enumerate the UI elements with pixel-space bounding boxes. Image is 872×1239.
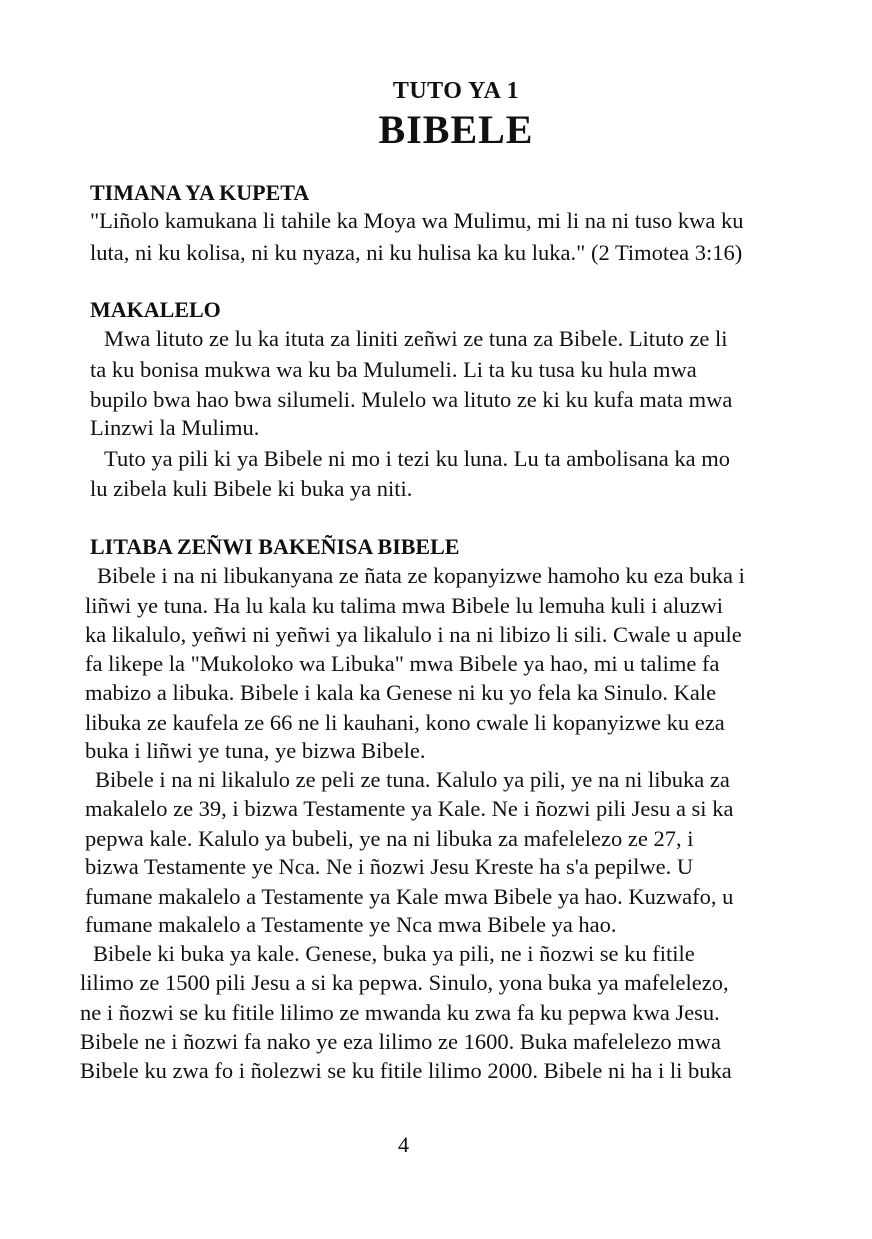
memory-verse-line: "Liñolo kamukana li tahile ka Moya wa Mulimu, mi li na ni tuso kwa ku <box>90 208 744 233</box>
paragraph-line: libuka ze kaufela ze 66 ne li kauhani, kono cwale li kopanyizwe ku eza <box>85 710 725 735</box>
paragraph-line: Bibele i na ni likalulo ze peli ze tuna. Kalulo ya pili, ye na ni libuka za <box>95 767 730 792</box>
paragraph-line: bizwa Testamente ye Nca. Ne i ñozwi Jesu Kreste ha s'a pepilwe. U <box>85 854 694 879</box>
paragraph-line: buka i liñwi ye tuna, ye bizwa Bibele. <box>85 738 426 763</box>
memory-verse-heading: TIMANA YA KUPETA <box>90 180 310 205</box>
facts-heading: LITABA ZEÑWI BAKEÑISA BIBELE <box>90 534 460 559</box>
paragraph-line: liñwi ye tuna. Ha lu kala ku talima mwa Bibele lu lemuha kuli i aluzwi <box>85 593 723 618</box>
lesson-number: TUTO YA 1 <box>392 78 520 104</box>
lesson-title: BIBELE <box>378 107 534 152</box>
paragraph-line: lilimo ze 1500 pili Jesu a si ka pepwa. Sinulo, yona buka ya mafelelezo, <box>80 970 729 995</box>
paragraph-line: Bibele ne i ñozwi fa nako ye eza lilimo ze 1600. Buka mafelelezo mwa <box>80 1029 722 1054</box>
paragraph-line: Tuto ya pili ki ya Bibele ni mo i tezi ku luna. Lu ta ambolisana ka mo <box>104 446 730 471</box>
paragraph-line: bupilo bwa hao bwa silumeli. Mulelo wa lituto ze ki ku kufa mata mwa <box>90 387 733 412</box>
paragraph-line: mabizo a libuka. Bibele i kala ka Genese ni ku yo fela ka Sinulo. Kale <box>85 680 717 705</box>
paragraph-line: Bibele ku zwa fo i ñolezwi se ku fitile lilimo 2000. Bibele ni ha i li buka <box>80 1058 732 1083</box>
paragraph-line: makalelo ze 39, i bizwa Testamente ya Kale. Ne i ñozwi pili Jesu a si ka <box>85 796 734 821</box>
paragraph-line: Mwa lituto ze lu ka ituta za liniti zeñwi ze tuna za Bibele. Lituto ze li <box>104 326 728 351</box>
paragraph-line: lu zibela kuli Bibele ki buka ya niti. <box>90 476 413 501</box>
paragraph-line: Bibele i na ni libukanyana ze ñata ze kopanyizwe hamoho ku eza buka i <box>97 563 745 588</box>
paragraph-line: fa likepe la "Mukoloko wa Libuka" mwa Bibele ya hao, mi u talime fa <box>85 651 720 676</box>
page-number: 4 <box>398 1132 409 1157</box>
paragraph-line: ne i ñozwi se ku fitile lilimo ze mwanda ku zwa fa ku pepwa kwa Jesu. <box>80 1000 720 1025</box>
paragraph-line: fumane makalelo a Testamente ye Nca mwa Bibele ya hao. <box>85 912 617 937</box>
paragraph-line: fumane makalelo a Testamente ya Kale mwa Bibele ya hao. Kuzwafo, u <box>85 884 734 909</box>
introduction-heading: MAKALELO <box>90 297 221 322</box>
paragraph-line: Bibele ki buka ya kale. Genese, buka ya pili, ne i ñozwi se ku fitile <box>93 941 695 966</box>
memory-verse-line: luta, ni ku kolisa, ni ku nyaza, ni ku hulisa ka ku luka." (2 Timotea 3:16) <box>90 240 743 265</box>
paragraph-line: pepwa kale. Kalulo ya bubeli, ye na ni libuka za mafelelezo ze 27, i <box>85 826 694 851</box>
paragraph-line: ta ku bonisa mukwa wa ku ba Mulumeli. Li ta ku tusa ku hula mwa <box>90 357 697 382</box>
paragraph-line: Linzwi la Mulimu. <box>90 415 260 440</box>
paragraph-line: ka likalulo, yeñwi ni yeñwi ya likalulo i na ni libizo li sili. Cwale u apule <box>85 622 742 647</box>
